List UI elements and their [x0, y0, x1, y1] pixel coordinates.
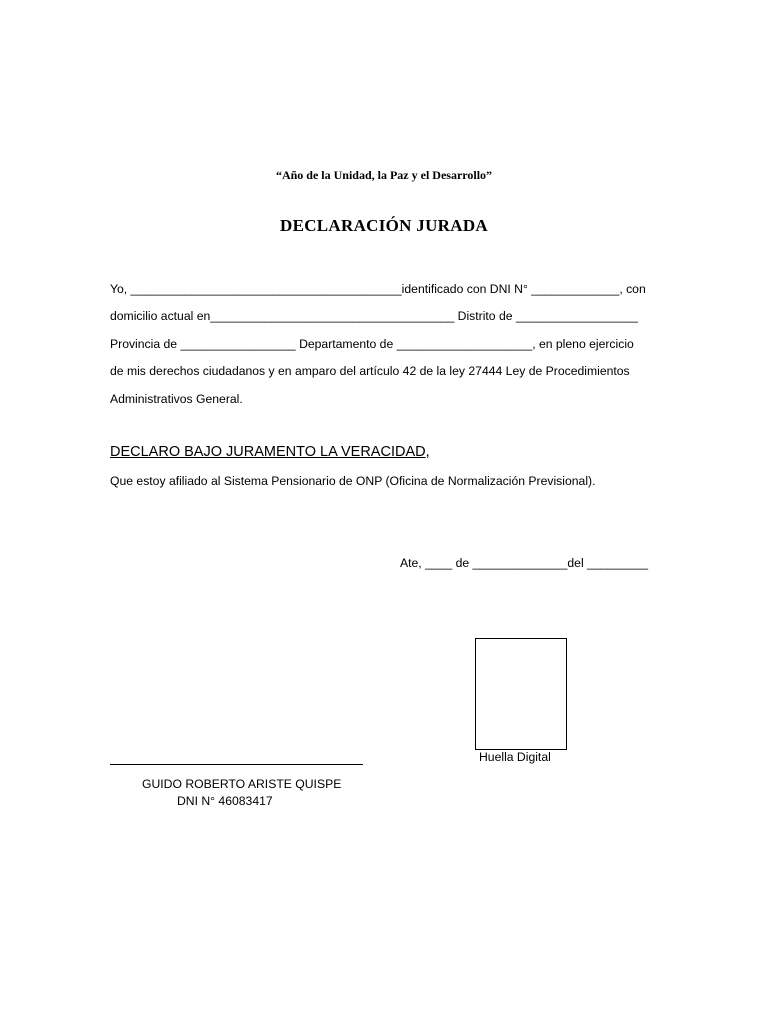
declarant-details-paragraph	[110, 276, 662, 413]
document-title: DECLARACIÓN JURADA	[280, 216, 488, 235]
signer-dni: DNI N° 46083417	[177, 794, 273, 808]
paragraph-line: de mis derechos ciudadanos y en amparo del artículo 42 de la ley 27444 Ley de Procedimientos	[110, 364, 630, 379]
declaration-text: Que estoy afiliado al Sistema Pensionario de ONP (Oficina de Normalización Previsional).	[110, 474, 596, 488]
fingerprint-label: Huella Digital	[479, 750, 551, 764]
signer-name: GUIDO ROBERTO ARISTE QUISPE	[142, 777, 342, 791]
paragraph-line: Yo, ________________________________________identificado con DNI N° _____________, con	[110, 282, 646, 296]
place-date-line: Ate, ____ de ______________del _________	[400, 556, 649, 570]
paragraph-line: Provincia de _________________ Departamento de ____________________, en pleno ejercicio	[110, 336, 634, 351]
year-motto: “Año de la Unidad, la Paz y el Desarrollo”	[275, 168, 493, 182]
declaration-heading: DECLARO BAJO JURAMENTO LA VERACIDAD,	[110, 444, 430, 460]
paragraph-line: Administrativos General.	[110, 391, 243, 406]
fingerprint-box	[475, 638, 567, 750]
paragraph-line: domicilio actual en____________________________________ Distrito de __________________	[110, 309, 638, 324]
signature-line	[110, 764, 363, 765]
